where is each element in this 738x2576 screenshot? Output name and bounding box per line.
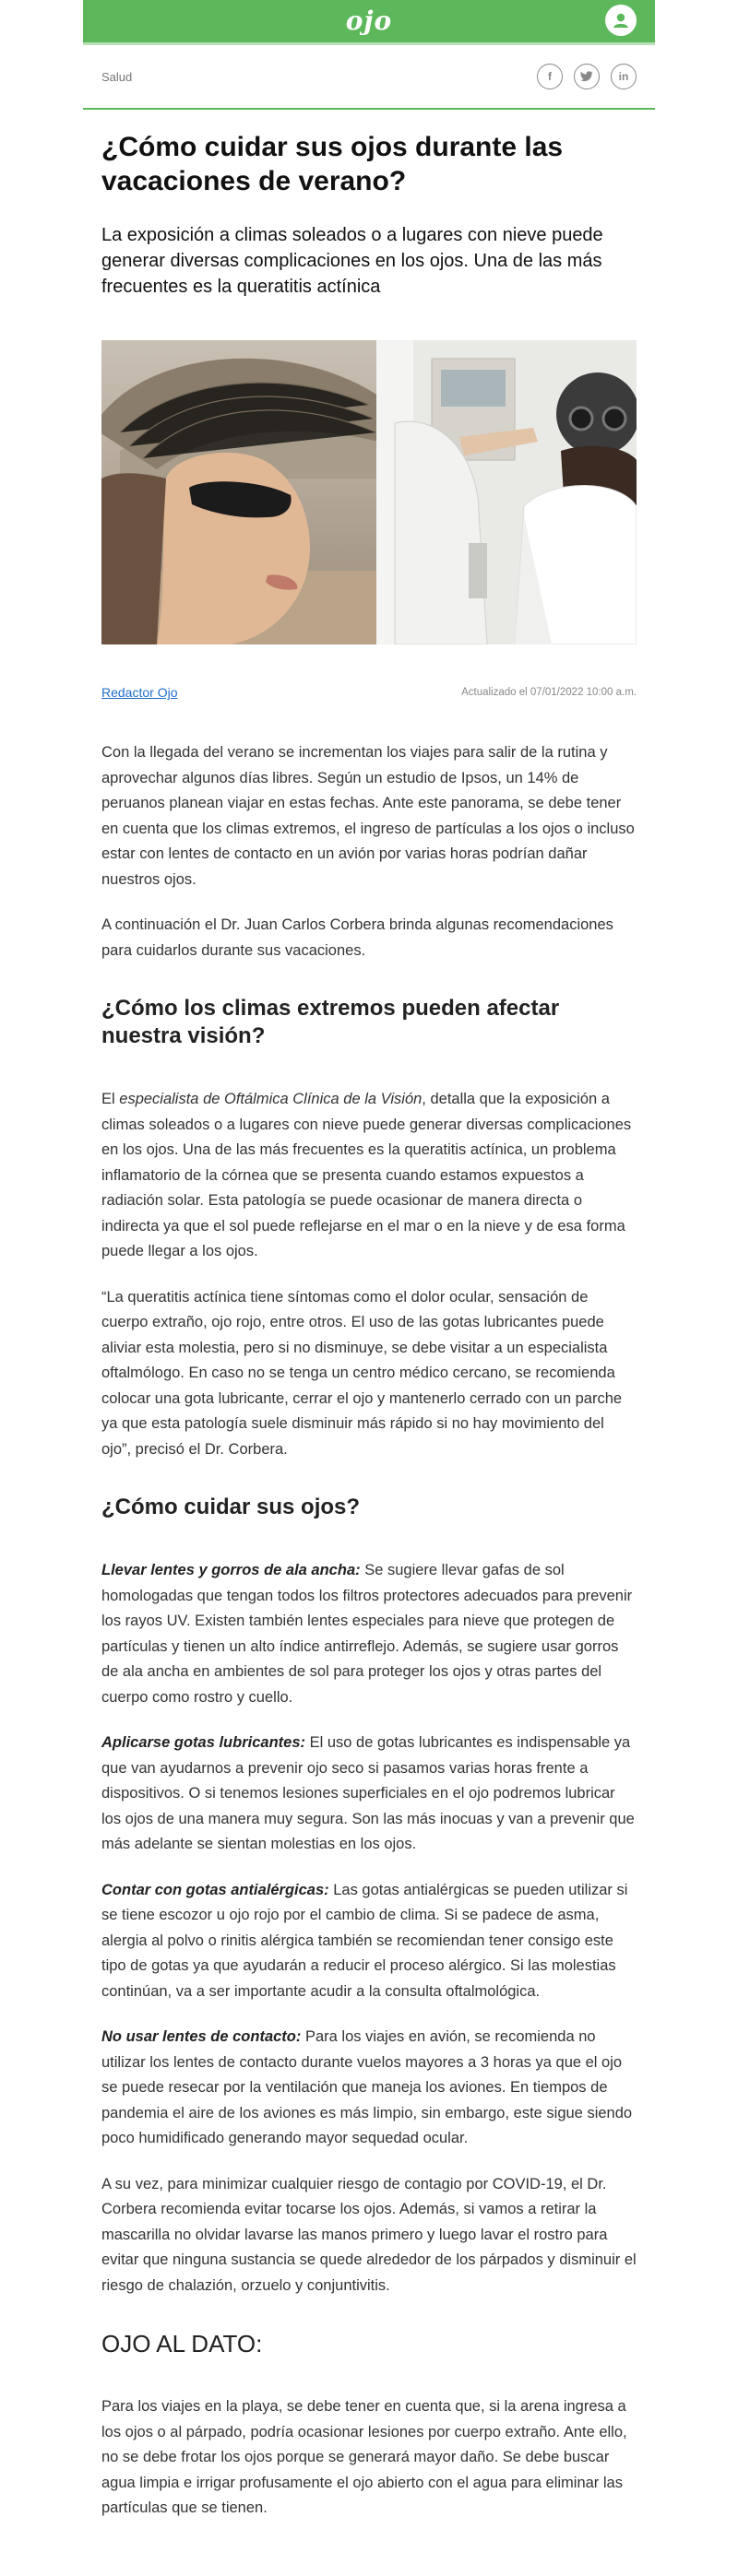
- tip-paragraph: [101, 2025, 637, 2152]
- paragraph-text: , detalla que la exposición a climas soleados o a lugares con nieve puede generar diversas complicaciones en los ojos. Una de las más frecuentes es la queratitis actínica, un problema inflamatorio de la córnea que se presenta cuando estamos expuestos a radiación solar. Esta patología se puede ocasionar de manera directa o indirecta ya que el sol puede reflejarse en el mar o en la nieve y de esa forma puede llegar a los ojos.: [101, 1091, 632, 1259]
- paragraph-text: El: [101, 1091, 120, 1107]
- specialist-emphasis: especialista de Oftálmica Clínica de la Visión: [119, 1091, 423, 1107]
- tip-paragraph: [101, 1878, 637, 2005]
- paragraph: A continuación el Dr. Juan Carlos Corbera brinda algunas recomendaciones para cuidarlos durante sus vacaciones.: [101, 916, 613, 959]
- author-link[interactable]: Redactor Ojo: [101, 685, 178, 700]
- section-heading: ¿Cómo los climas extremos pueden afectar nuestra visión?: [101, 996, 560, 1048]
- tip-lead: No usar lentes de contacto:: [101, 2028, 302, 2045]
- user-circle-icon: [611, 10, 631, 30]
- facebook-icon: f: [548, 70, 552, 83]
- article-body: [83, 130, 655, 2522]
- section-heading: ¿Cómo cuidar sus ojos?: [101, 1495, 361, 1519]
- paragraph: “La queratitis actínica tiene síntomas como el dolor ocular, sensación de cuerpo extraño, ojo rojo, entre otros. El uso de las gotas lubricantes puede aliviar esta molestia, pero si no disminuye, se debe visitar a un especialista oftalmólogo. En caso no se tenga un centro médico cercano, se recomienda colocar una gota lubricante, cerrar el ojo y mantenerlo cerrado con un parche ya que esta patología suele disminuir más rápido si no hay movimiento del ojo”, precisó el Dr. Corbera.: [101, 1288, 623, 1458]
- linkedin-share-button[interactable]: [611, 64, 637, 89]
- tip-text: Las gotas antialérgicas se pueden utilizar si se tiene escozor u ojo rojo por el cambio de clima. Si se padece de asma, alergia al polvo o rinitis alérgica también se recomiendan tener consigo este tipo de gotas ya que ayudarán a reducir el proceso alérgico. Si las molestias continúan, va a ser importante acudir a la consulta oftalmológica.: [101, 1881, 628, 2000]
- paragraph: [101, 1087, 637, 1265]
- tip-text: El uso de gotas lubricantes es indispensable ya que van ayudarnos a prevenir ojo seco si pasamos varias horas frente a dispositivos. O si tenemos lesiones superficiales en el ojo podremos lubricar los ojos de una manera muy segura. Son las más inocuas y van a prevenir que más adelante se sientan molestias en los ojos.: [101, 1734, 635, 1852]
- user-account-button[interactable]: [605, 5, 637, 36]
- paragraph: Para los viajes en la playa, se debe tener en cuenta que, si la arena ingresa a los ojos o al párpado, podría ocasionar lesiones por cuerpo extraño. Ante ello, no se debe frotar los ojos porque se generará mayor daño. Se debe buscar agua limpia e irrigar profusamente el ojo abierto con el agua para eliminar las partículas que se tienen.: [101, 2398, 627, 2516]
- byline: [101, 683, 637, 702]
- share-buttons: [537, 64, 637, 89]
- tip-lead: Llevar lentes y gorros de ala ancha:: [101, 1562, 361, 1578]
- section-label[interactable]: Salud: [101, 69, 133, 84]
- tip-lead: Contar con gotas antialérgicas:: [101, 1881, 329, 1898]
- green-divider: [83, 108, 655, 110]
- article-page: [83, 0, 655, 2576]
- meta-row: [83, 45, 655, 108]
- eye-exam-photo: [376, 340, 637, 644]
- facebook-share-button[interactable]: [537, 64, 563, 89]
- twitter-icon: [580, 71, 593, 82]
- tip-paragraph: [101, 1731, 637, 1858]
- top-bar: [83, 0, 655, 42]
- twitter-share-button[interactable]: [574, 64, 600, 89]
- site-logo[interactable]: ojo: [345, 6, 393, 36]
- woman-sun-hat-photo: [101, 340, 376, 644]
- paragraph: A su vez, para minimizar cualquier riesgo de contagio por COVID-19, el Dr. Corbera recomienda evitar tocarse los ojos. Además, si vamos a retirar la mascarilla no olvidar lavarse las manos primero y luego lavar el rostro para evitar que ninguna sustancia se quede alrededor de los párpados y disminuir el riesgo de chalazión, orzuelo y conjuntivitis.: [101, 2175, 637, 2294]
- hero-image: [101, 340, 637, 644]
- tip-text: Se sugiere llevar gafas de sol homologadas que tengan todos los filtros protectores adecuados para prevenir los rayos UV. Existen también lentes especiales para nieve que protegen de partículas y tienen un alto índice antirreflejo. Además, se sugiere usar gorros de ala ancha en ambientes de sol para proteger los ojos y otras partes del cuerpo como rostro y cuello.: [101, 1562, 633, 1706]
- article-subtitle: La exposición a climas soleados o a lugares con nieve puede generar diversas complicaciones en los ojos. Una de las más frecuentes es la queratitis actínica: [101, 225, 603, 297]
- tip-paragraph: [101, 1558, 637, 1710]
- article-title: ¿Cómo cuidar sus ojos durante las vacaciones de verano?: [101, 132, 564, 196]
- tip-text: Para los viajes en avión, se recomienda no utilizar los lentes de contacto durante vuelos mayores a 3 horas ya que el ojo se puede resecar por la ventilación que maneja los aviones. En tiempos de pandemia el aire de los aviones es más limpio, sin embargo, este sigue siendo poco humidificado generando mayor sequedad ocular.: [101, 2028, 633, 2146]
- updated-date: Actualizado el 07/01/2022 10:00 a.m.: [461, 687, 637, 698]
- linkedin-icon: in: [618, 70, 629, 83]
- tip-lead: Aplicarse gotas lubricantes:: [101, 1734, 305, 1751]
- paragraph: Con la llegada del verano se incrementan los viajes para salir de la rutina y aprovechar algunos días libres. Según un estudio de Ipsos, un 14% de peruanos planean viajar en estas fechas. Ante este panorama, se debe tener en cuenta que los climas extremos, el ingreso de partículas a los ojos o incluso estar con lentes de contacto en un avión por varias horas podrían dañar nuestros ojos.: [101, 744, 635, 888]
- section-heading: OJO AL DATO:: [101, 2330, 263, 2357]
